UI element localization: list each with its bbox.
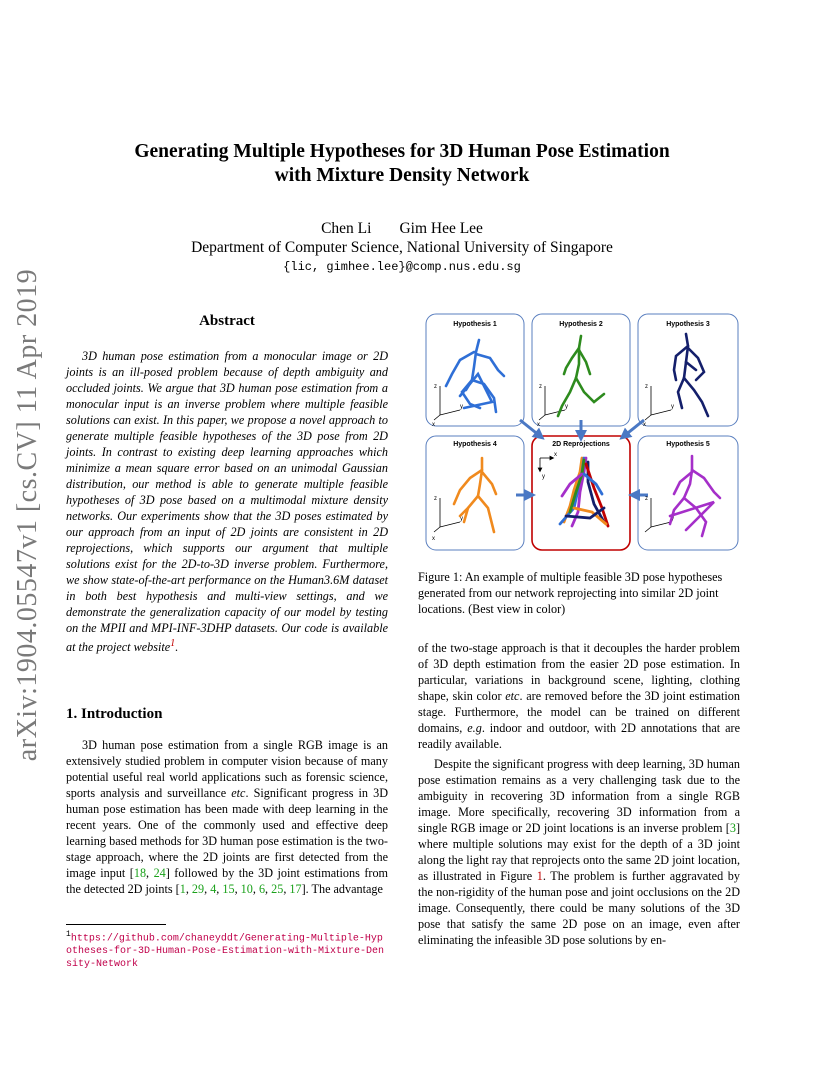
axis-label: z — [645, 384, 648, 390]
axis-label: x — [432, 536, 435, 542]
panel-hypothesis-3 — [638, 314, 738, 426]
axis-label: x — [432, 422, 435, 428]
abstract-heading: Abstract — [199, 313, 255, 329]
figure-1 — [424, 312, 742, 558]
figure-1-caption: Figure 1: An example of multiple feasible 3D pose hypotheses generated from our network reprojecting into similar 2D joint locations. (Best view in color) — [418, 570, 723, 616]
panel-title: Hypothesis 4 — [453, 441, 497, 448]
axis-label: y — [671, 516, 674, 522]
axis-label: x — [554, 452, 557, 458]
panel-title: Hypothesis 1 — [453, 321, 497, 328]
axis-label: y — [542, 474, 545, 480]
panel-hypothesis-2 — [532, 314, 630, 426]
footnote-rule — [66, 924, 166, 925]
citation-link[interactable]: 1 — [179, 882, 186, 896]
footnote: $^1$https://github.com/chaneyddt/Generating-Multiple-Hypotheses-for-3D-Human-Pose-Estimation-with-Mixture-Density-Network — [66, 930, 385, 971]
author: Chen Li — [321, 220, 372, 237]
citation-link[interactable]: 17 — [289, 882, 302, 896]
right-paragraph: of the two-stage approach is that it decouples the harder problem of 3D depth estimation from the easier 2D pose estimation. In particular, variations in background scene, lighting, clothing shape, skin color etc. are removed before the 3D joint estimation stage. Furthermore, the model can be trained on different domains, e.g. indoor and outdoor, with 2D annotations that are readily available. — [418, 641, 740, 751]
axis-label: x — [643, 422, 646, 428]
affiliation: Department of Computer Science, National University of Singapore — [191, 239, 613, 256]
citation-link[interactable]: 6 — [258, 882, 266, 896]
panel-title: Hypothesis 5 — [666, 441, 710, 448]
axis-label: z — [539, 384, 542, 390]
intro-paragraph: 3D human pose estimation from a single RGB image is an extensively studied problem in computer vision because of many potential useful real world applications such as forensic science, sports analysis and surveillance etc. Significant progress in 3D human pose estimation has been made with deep learning in the recent years. One of the commonly used and effective deep learning based methods for 3D human pose estimation is the two-stage approach, where the 2D joints are first detected from the image input [18, 24] followed by the 3D joint estimations from the detected 2D joints [1, 29, 4, 15, 10, 6, 25, 17]. The advantage — [66, 738, 389, 896]
axis-label: y — [671, 404, 674, 410]
author-email: {lic, gimhee.lee}@comp.nus.edu.sg — [283, 260, 521, 274]
panel-hypothesis-4 — [426, 436, 524, 550]
section-heading-introduction: 1. Introduction — [66, 706, 163, 722]
footnote-mark[interactable]: 1 — [170, 638, 176, 649]
right-paragraph: Despite the significant progress with deep learning, 3D human pose estimation remains as a very challenging task due to the ambiguity in recovering 3D information from a single RGB image. More specifically, recovering 3D information from a single RGB image or 2D joint locations is an inverse problem [3] where multiple solutions may exist for the depth of a 3D joint along the light ray that reprojects onto the same 2D joint location, as illustrated in Figure 1. The problem is further aggravated by the non-rigidity of the human pose and joint occlusions on the 2D image. Consequently, there could be many solutions of the 3D pose that satisfy the same 2D pose on an image, even after eliminating the infeasible 3D pose solutions by en- — [418, 757, 740, 947]
figure-reference-link[interactable]: 1 — [536, 869, 543, 883]
citation-link[interactable]: 4 — [210, 882, 217, 896]
citation-link[interactable]: 18 — [133, 866, 147, 880]
axis-label: z — [434, 496, 437, 502]
axis-label: y — [460, 516, 463, 522]
citation-link[interactable]: 24 — [153, 866, 166, 880]
paper-title: Generating Multiple Hypotheses for 3D Human Pose Estimation with Mixture Density Network — [134, 141, 670, 186]
axis-label: y — [460, 404, 463, 410]
abstract-text: 3D human pose estimation from a monocular image or 2D joints is an ill-posed problem because of depth ambiguity and occluded joints. We argue that 3D human pose estimation from a monocular input is an inverse problem where multiple feasible solutions can exist. In this paper, we propose a novel approach to generate multiple feasible hypotheses of the 3D pose from 2D joints. In contrast to existing deep learning approaches which minimize a mean square error based on an unimodal Gaussian distribution, our method is able to generate multiple feasible hypotheses of 3D pose based on a multimodal mixture density networks. Our experiments show that the 3D poses estimated by our approach from an input of 2D joints are consistent in 2D reprojections, which supports our argument that multiple solutions exist for the 2D-to-3D inverse problem. Furthermore, we show state-of-the-art performance on the Human3.6M dataset in both best hypothesis and multi-view settings, and we demonstrate the generalization capacity of our model by testing on the MPII and MPI-INF-3DHP datasets. Our code is available at the project website$^1$. — [66, 349, 388, 655]
citation-link[interactable]: 29 — [191, 882, 205, 896]
panel-title: 2D Reprojections — [552, 441, 610, 448]
author-list — [80, 220, 724, 238]
axis-label: y — [565, 404, 568, 410]
footnote-url-link[interactable]: https://github.com/chaneyddt/Generating-Multiple-Hypotheses-for-3D-Human-Pose-Estimation-with-Mixture-Density-Network — [66, 933, 385, 971]
arxiv-stamp: arXiv:1904.05547v1 [cs.CV] 11 Apr 2019 — [12, 268, 43, 762]
author: Gim Hee Lee — [399, 220, 483, 237]
panel-title: Hypothesis 2 — [559, 321, 603, 328]
citation-link[interactable]: 15 — [222, 882, 235, 896]
citation-link[interactable]: 25 — [271, 882, 284, 896]
axis-label: x — [537, 422, 540, 428]
citation-link[interactable]: 3 — [729, 821, 736, 835]
panel-title: Hypothesis 3 — [666, 321, 710, 328]
axis-label: z — [645, 496, 648, 502]
citation-link[interactable]: 10 — [240, 882, 253, 896]
axis-label: z — [434, 384, 437, 390]
panel-hypothesis-1 — [426, 314, 524, 426]
panel-hypothesis-5 — [638, 436, 738, 550]
